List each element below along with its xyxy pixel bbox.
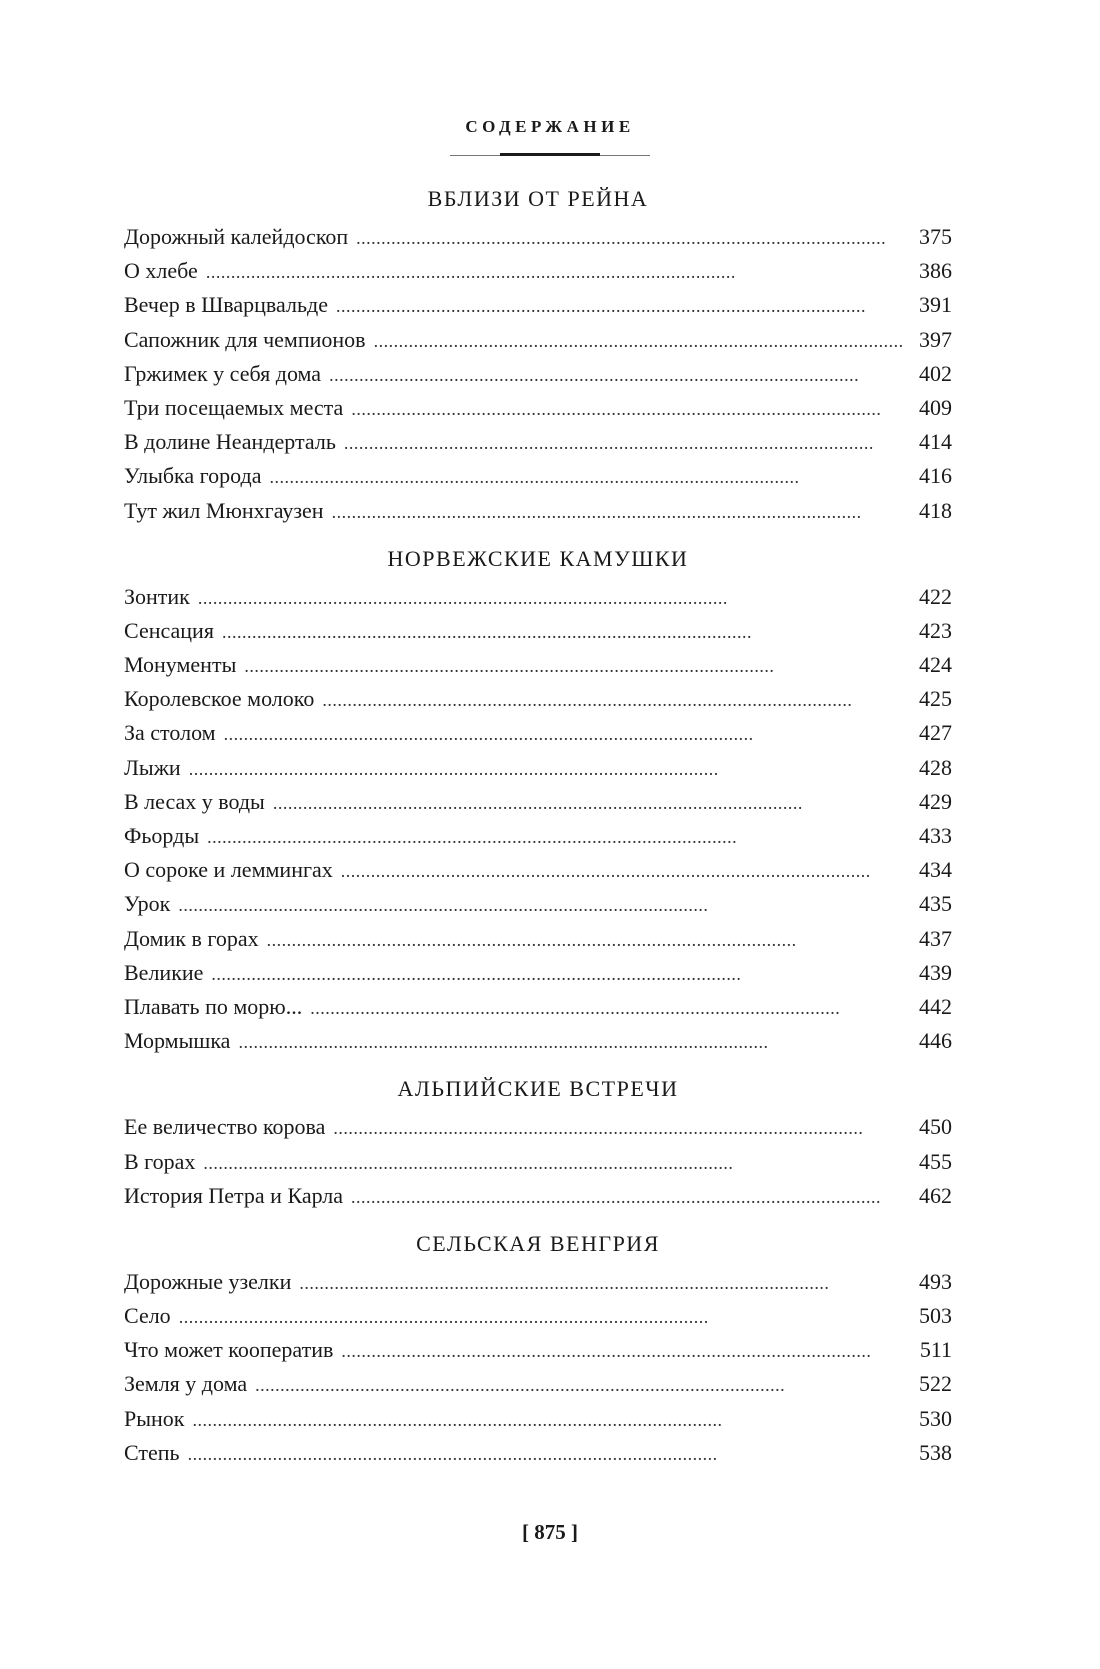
toc-entry (124, 391, 952, 425)
dot-leader (267, 923, 906, 957)
entry-page-number: 397 (919, 326, 952, 352)
entry-title: Улыбка города (124, 463, 262, 489)
toc-entry (124, 819, 952, 853)
dot-leader (344, 426, 906, 460)
entry-title: В горах (124, 1148, 196, 1174)
entry-page-number: 433 (919, 823, 952, 848)
toc-entry (124, 887, 952, 921)
toc-entry (124, 682, 952, 716)
entry-page-number: 386 (919, 258, 952, 284)
toc-entry (124, 1402, 952, 1436)
dot-leader (341, 854, 906, 888)
toc-entry (124, 1145, 952, 1179)
entry-page-number: 493 (919, 1268, 952, 1294)
toc-entry (124, 425, 952, 459)
section-title: АЛЬПИЙСКИЕ ВСТРЕЧИ (397, 1076, 679, 1102)
section-title: ВБЛИЗИ ОТ РЕЙНА (427, 186, 649, 211)
toc-entry (124, 956, 952, 990)
entry-page-number: 435 (919, 891, 952, 917)
dot-leader (188, 1437, 906, 1471)
entry-title: Дорожные узелки (124, 1268, 292, 1294)
running-head-rule-accent (500, 153, 600, 156)
entry-page-number: 462 (919, 1182, 952, 1208)
toc-section (124, 1229, 952, 1470)
entry-page-number: 418 (919, 497, 952, 523)
entry-title: Домик в горах (124, 925, 259, 951)
toc-entry (124, 288, 952, 322)
toc-entry (124, 785, 952, 819)
entry-title: В долине Неандерталь (124, 429, 336, 455)
toc-entry (124, 459, 952, 493)
dot-leader (189, 752, 906, 786)
entry-title: История Петра и Карла (124, 1182, 344, 1208)
entry-title: Тут жил Мюнхгаузен (124, 497, 324, 523)
dot-leader (351, 1180, 906, 1214)
dot-leader (207, 820, 906, 854)
entry-title: В лесах у воды (124, 788, 265, 814)
entry-page-number: 414 (919, 429, 952, 455)
toc-entry (124, 1367, 952, 1401)
dot-leader (244, 649, 906, 683)
toc-entry (124, 1333, 952, 1367)
dot-leader (203, 1146, 906, 1180)
entry-title: Плавать по морю... (124, 993, 303, 1019)
entry-page-number: 530 (919, 1405, 952, 1431)
section-title: СЕЛЬСКАЯ ВЕНГРИЯ (416, 1230, 660, 1256)
entry-title: Лыжи (124, 754, 181, 780)
entry-title: О хлебе (124, 258, 198, 284)
entry-title: Дорожный калейдоскоп (124, 224, 349, 249)
entry-page-number: 442 (919, 993, 952, 1019)
entry-page-number: 446 (919, 1028, 952, 1054)
folio-close-bracket: ] (571, 1520, 578, 1544)
dot-leader (351, 392, 906, 426)
toc-section (124, 544, 952, 1059)
toc-entry (124, 580, 952, 614)
toc-entry (124, 357, 952, 391)
entry-title: Рынок (124, 1405, 185, 1431)
dot-leader (336, 289, 906, 323)
entry-page-number: 538 (919, 1439, 952, 1465)
toc-entry (124, 614, 952, 648)
toc-entry (124, 1024, 952, 1058)
toc-entry (124, 853, 952, 887)
dot-leader (341, 1334, 906, 1368)
dot-leader (179, 1300, 906, 1334)
entry-page-number: 428 (919, 754, 952, 780)
entry-page-number: 455 (919, 1148, 952, 1174)
entry-page-number: 503 (919, 1303, 952, 1329)
toc-entry (124, 494, 952, 528)
dot-leader (206, 255, 906, 289)
section-title: НОРВЕЖСКИЕ КАМУШКИ (387, 545, 689, 571)
toc-entry (124, 922, 952, 956)
dot-leader (269, 460, 906, 494)
toc-entry (124, 716, 952, 750)
dot-leader (211, 957, 906, 991)
toc-section (124, 184, 952, 528)
dot-leader (178, 888, 906, 922)
dot-leader (333, 1111, 906, 1145)
entry-title: Вечер в Шварцвальде (124, 292, 328, 318)
dot-leader (329, 358, 906, 392)
entry-page-number: 375 (919, 224, 952, 249)
entry-page-number: 434 (919, 857, 952, 883)
entry-title: Фьорды (124, 823, 200, 848)
entry-title: Гржимек у себя дома (124, 360, 322, 386)
entry-title: Монументы (124, 652, 237, 678)
folio-open-bracket: [ (522, 1520, 529, 1544)
toc-entry (124, 254, 952, 288)
entry-title: Сенсация (124, 617, 214, 643)
entry-page-number: 429 (919, 788, 952, 814)
dot-leader (322, 683, 906, 717)
dot-leader (192, 1403, 906, 1437)
dot-leader (238, 1025, 906, 1059)
toc-entry (124, 751, 952, 785)
toc-entry (124, 1265, 952, 1299)
entry-title: Сапожник для чемпионов (124, 326, 366, 352)
dot-leader (310, 991, 906, 1025)
dot-leader (198, 581, 906, 615)
folio-number: 875 (534, 1520, 566, 1544)
toc-entry (124, 220, 952, 254)
page-number (0, 1520, 1100, 1545)
entry-page-number: 427 (919, 720, 952, 746)
dot-leader (222, 615, 906, 649)
dot-leader (374, 324, 906, 358)
entry-title: Земля у дома (124, 1371, 248, 1397)
entry-page-number: 422 (919, 583, 952, 609)
entry-title: Зонтик (124, 583, 190, 609)
entry-page-number: 391 (919, 292, 952, 318)
entry-page-number: 437 (919, 925, 952, 951)
toc-entry (124, 1110, 952, 1144)
entry-title: Королевское молоко (124, 686, 315, 712)
dot-leader (224, 717, 906, 751)
running-head: СОДЕРЖАНИЕ (465, 117, 635, 136)
entry-page-number: 424 (919, 652, 952, 678)
entry-title: Степь (124, 1439, 180, 1465)
entry-title: Три посещаемых места (124, 394, 344, 420)
toc-entry (124, 1179, 952, 1213)
entry-title: За столом (124, 720, 216, 746)
toc-entry (124, 990, 952, 1024)
dot-leader (255, 1368, 906, 1402)
toc-section (124, 1074, 952, 1213)
entry-page-number: 409 (919, 394, 952, 420)
entry-page-number: 416 (919, 463, 952, 489)
toc-entry (124, 1299, 952, 1333)
entry-page-number: 423 (919, 617, 952, 643)
dot-leader (273, 786, 906, 820)
entry-title: Мормышка (124, 1028, 231, 1054)
entry-page-number: 402 (919, 360, 952, 386)
entry-title: Ее величество корова (124, 1114, 326, 1140)
entry-page-number: 511 (919, 1337, 952, 1363)
toc-entry (124, 323, 952, 357)
entry-page-number: 439 (919, 959, 952, 985)
entry-page-number: 425 (919, 686, 952, 712)
entry-title: Урок (124, 891, 171, 917)
entry-title: Что может кооператив (124, 1337, 334, 1363)
entry-title: Село (124, 1303, 171, 1329)
toc-entry (124, 1436, 952, 1470)
toc-entry (124, 648, 952, 682)
entry-page-number: 450 (919, 1114, 952, 1140)
dot-leader (356, 221, 906, 255)
table-of-contents (124, 184, 952, 1470)
dot-leader (332, 495, 906, 529)
dot-leader (299, 1266, 906, 1300)
entry-title: Великие (124, 959, 204, 985)
entry-title: О сороке и леммингах (124, 857, 333, 883)
entry-page-number: 522 (919, 1371, 952, 1397)
